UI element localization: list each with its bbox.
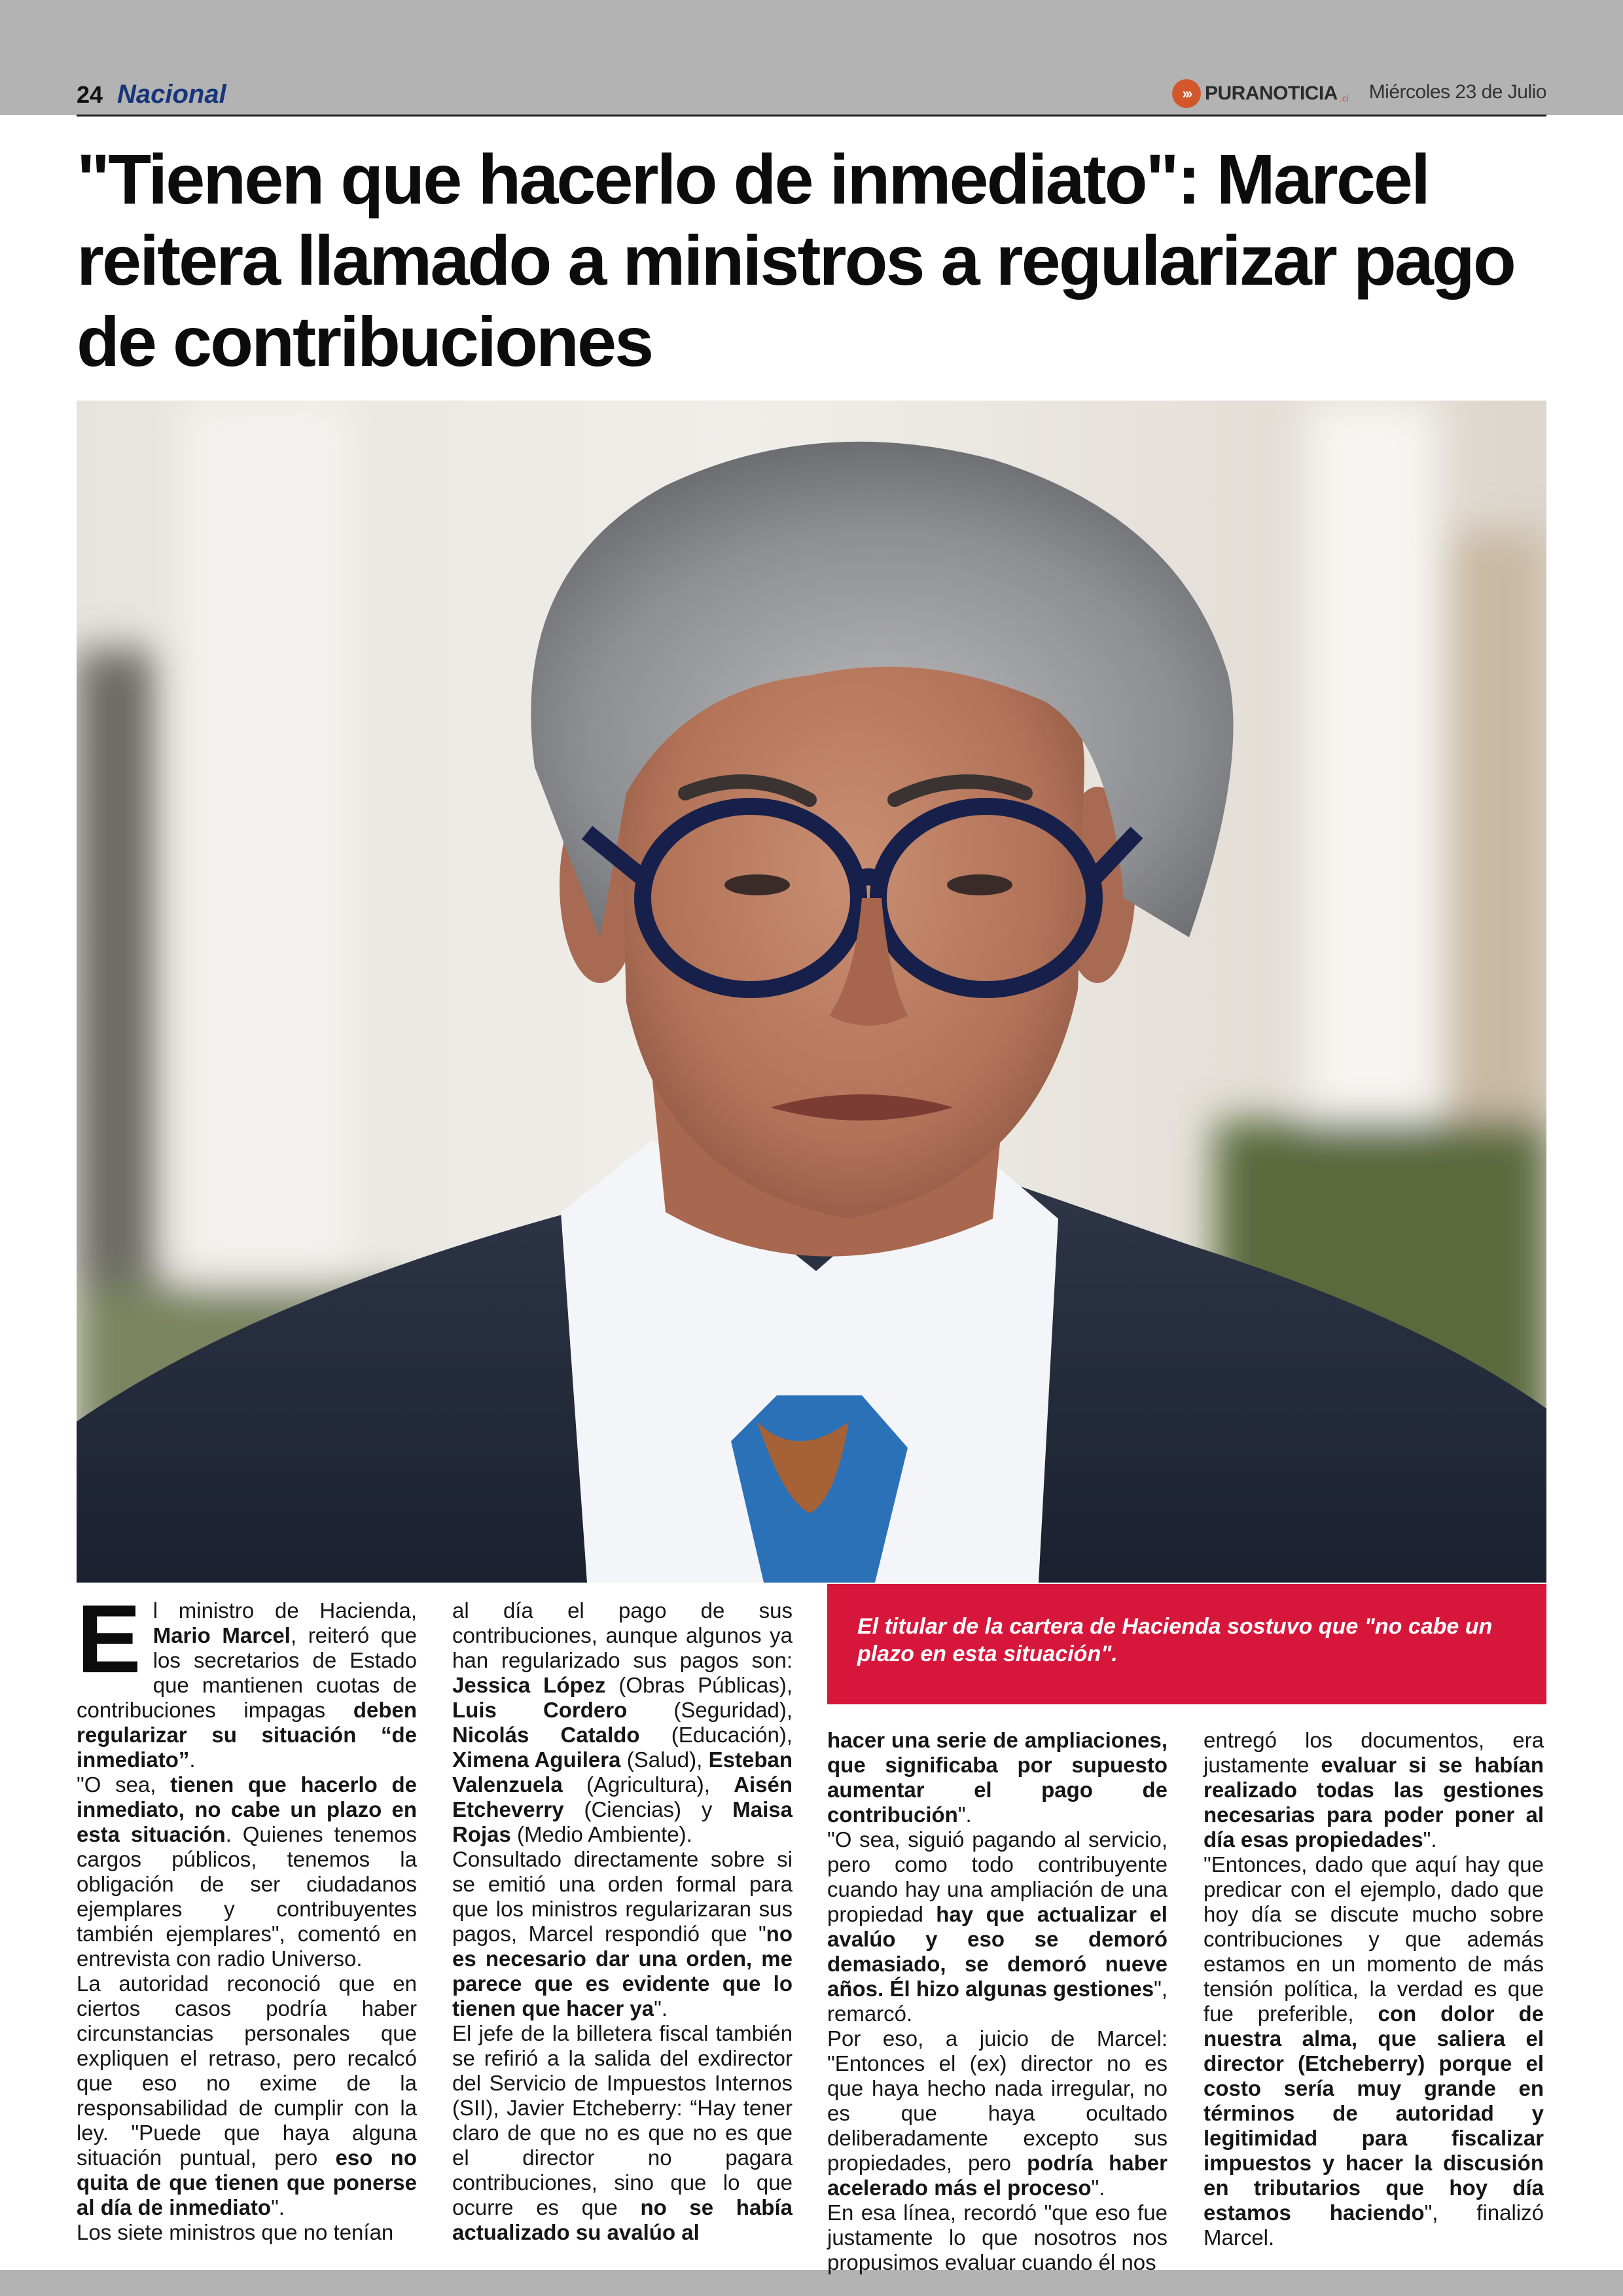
paragraph: Los siete ministros que no tenían xyxy=(77,2220,394,2244)
article-column-3 xyxy=(827,1728,1168,2275)
paragraph: l ministro de Hacienda, Mario Marcel, reiteró que los secretarios de Estado que mantienen cuotas de contribuciones impagas deben regularizar su situación “de inmediato”. xyxy=(77,1598,417,1772)
column-2-text xyxy=(452,1598,793,2245)
paragraph: Por eso, a juicio de Marcel: "Entonces el (ex) director no es que haya hecho nada irregular, no es que haya ocultado deliberadamente excepto sus propiedades, pero podría haber acelerado más el proceso". xyxy=(827,2026,1168,2200)
dropcap: E xyxy=(77,1585,141,1693)
paragraph: "O sea, tienen que hacerlo de inmediato, no cabe un plazo en esta situación. Quienes tenemos cargos públicos, tenemos la obligación de ser ciudadanos ejemplares y contribuyentes también ejemplares", comentó en entrevista con radio Universo. xyxy=(77,1772,417,1971)
paragraph: En esa línea, recordó "que eso fue justamente lo que nosotros nos propusimos evaluar cuando él nos xyxy=(827,2200,1168,2274)
article-column-2 xyxy=(452,1598,793,2245)
brand-chevrons-icon: ››› xyxy=(1172,79,1201,108)
paragraph: Consultado directamente sobre si se emitió una orden formal para que los ministros regularizaran sus pagos, Marcel respondió que "no es necesario dar una orden, me parece que es evidente que lo tienen que hacer ya". xyxy=(452,1847,793,2020)
paragraph: al día el pago de sus contribuciones, aunque algunos ya han regularizado sus pagos son: Jessica López (Obras Públicas), Luis Cordero (Seguridad), Nicolás Cataldo (Educación), Ximena Aguilera (Salud), Esteban Valenzuela (Agricultura), Aisén Etcheverry (Ciencias) y Maisa Rojas (Medio Ambiente). xyxy=(452,1598,793,1846)
page-header xyxy=(77,71,1546,117)
column-3-text xyxy=(827,1728,1168,2275)
brand-logo xyxy=(1172,77,1349,110)
headline: "Tienen que hacerlo de inmediato": Marcel reitera llamado a ministros a regularizar pago de contribuciones xyxy=(77,139,1514,381)
pull-quote-box: El titular de la cartera de Hacienda sostuvo que "no cabe un plazo en esta situación". xyxy=(827,1584,1546,1704)
paragraph: hacer una serie de ampliaciones, que significaba por supuesto aumentar el pago de contribución". xyxy=(827,1728,1168,1827)
paragraph: entregó los documentos, era justamente evaluar si se habían realizado todas las gestiones necesarias para poder poner al día esas propiedades". xyxy=(1204,1728,1544,1852)
article-column-1 xyxy=(77,1585,417,2245)
article-column-4 xyxy=(1204,1728,1544,2250)
column-1-text xyxy=(77,1585,417,2245)
paragraph: La autoridad reconoció que en ciertos casos podría haber circunstancias personales que expliquen el retraso, pero recalcó que eso no exime de la responsabilidad de cumplir con la ley. "Puede que haya alguna situación puntual, pero eso no quita de que tienen que ponerse al día de inmediato". xyxy=(77,1971,417,2219)
column-4-text xyxy=(1204,1728,1544,2250)
page-number: 24 xyxy=(77,81,103,108)
paragraph: "Entonces, dado que aquí hay que predicar con el ejemplo, dado que hoy día se discute mucho sobre contribuciones y que además estamos en un momento de más tensión política, la verdad es que fue preferible, con dolor de nuestra alma, que saliera el director (Etcheberry) porque el costo sería muy grande en términos de autoridad y legitimidad para fiscalizar impuestos y hacer la discusión en tributarios que hoy día estamos haciendo", finalizó Marcel. xyxy=(1204,1852,1544,2250)
brand-name: PURANOTICIA xyxy=(1205,82,1338,104)
article-photo xyxy=(77,401,1546,1583)
section-title: Nacional xyxy=(117,80,226,109)
paragraph: El jefe de la billetera fiscal también se refirió a la salida del exdirector del Servicio de Impuestos Internos (SII), Javier Etcheberry: “Hay tener claro de que no es que no es que el director no pagara contribuciones, sino que lo que ocurre es que no se había actualizado su avalúo al xyxy=(452,2021,793,2244)
issue-date: Miércoles 23 de Julio xyxy=(1368,81,1546,103)
brand-suffix: .cl xyxy=(1339,93,1349,103)
paragraph: "O sea, siguió pagando al servicio, pero como todo contribuyente cuando hay una ampliación de una propiedad hay que actualizar el avalúo y eso se demoró demasiado, se demoró nueve años. Él hizo algunas gestiones", remarcó. xyxy=(827,1827,1168,2026)
